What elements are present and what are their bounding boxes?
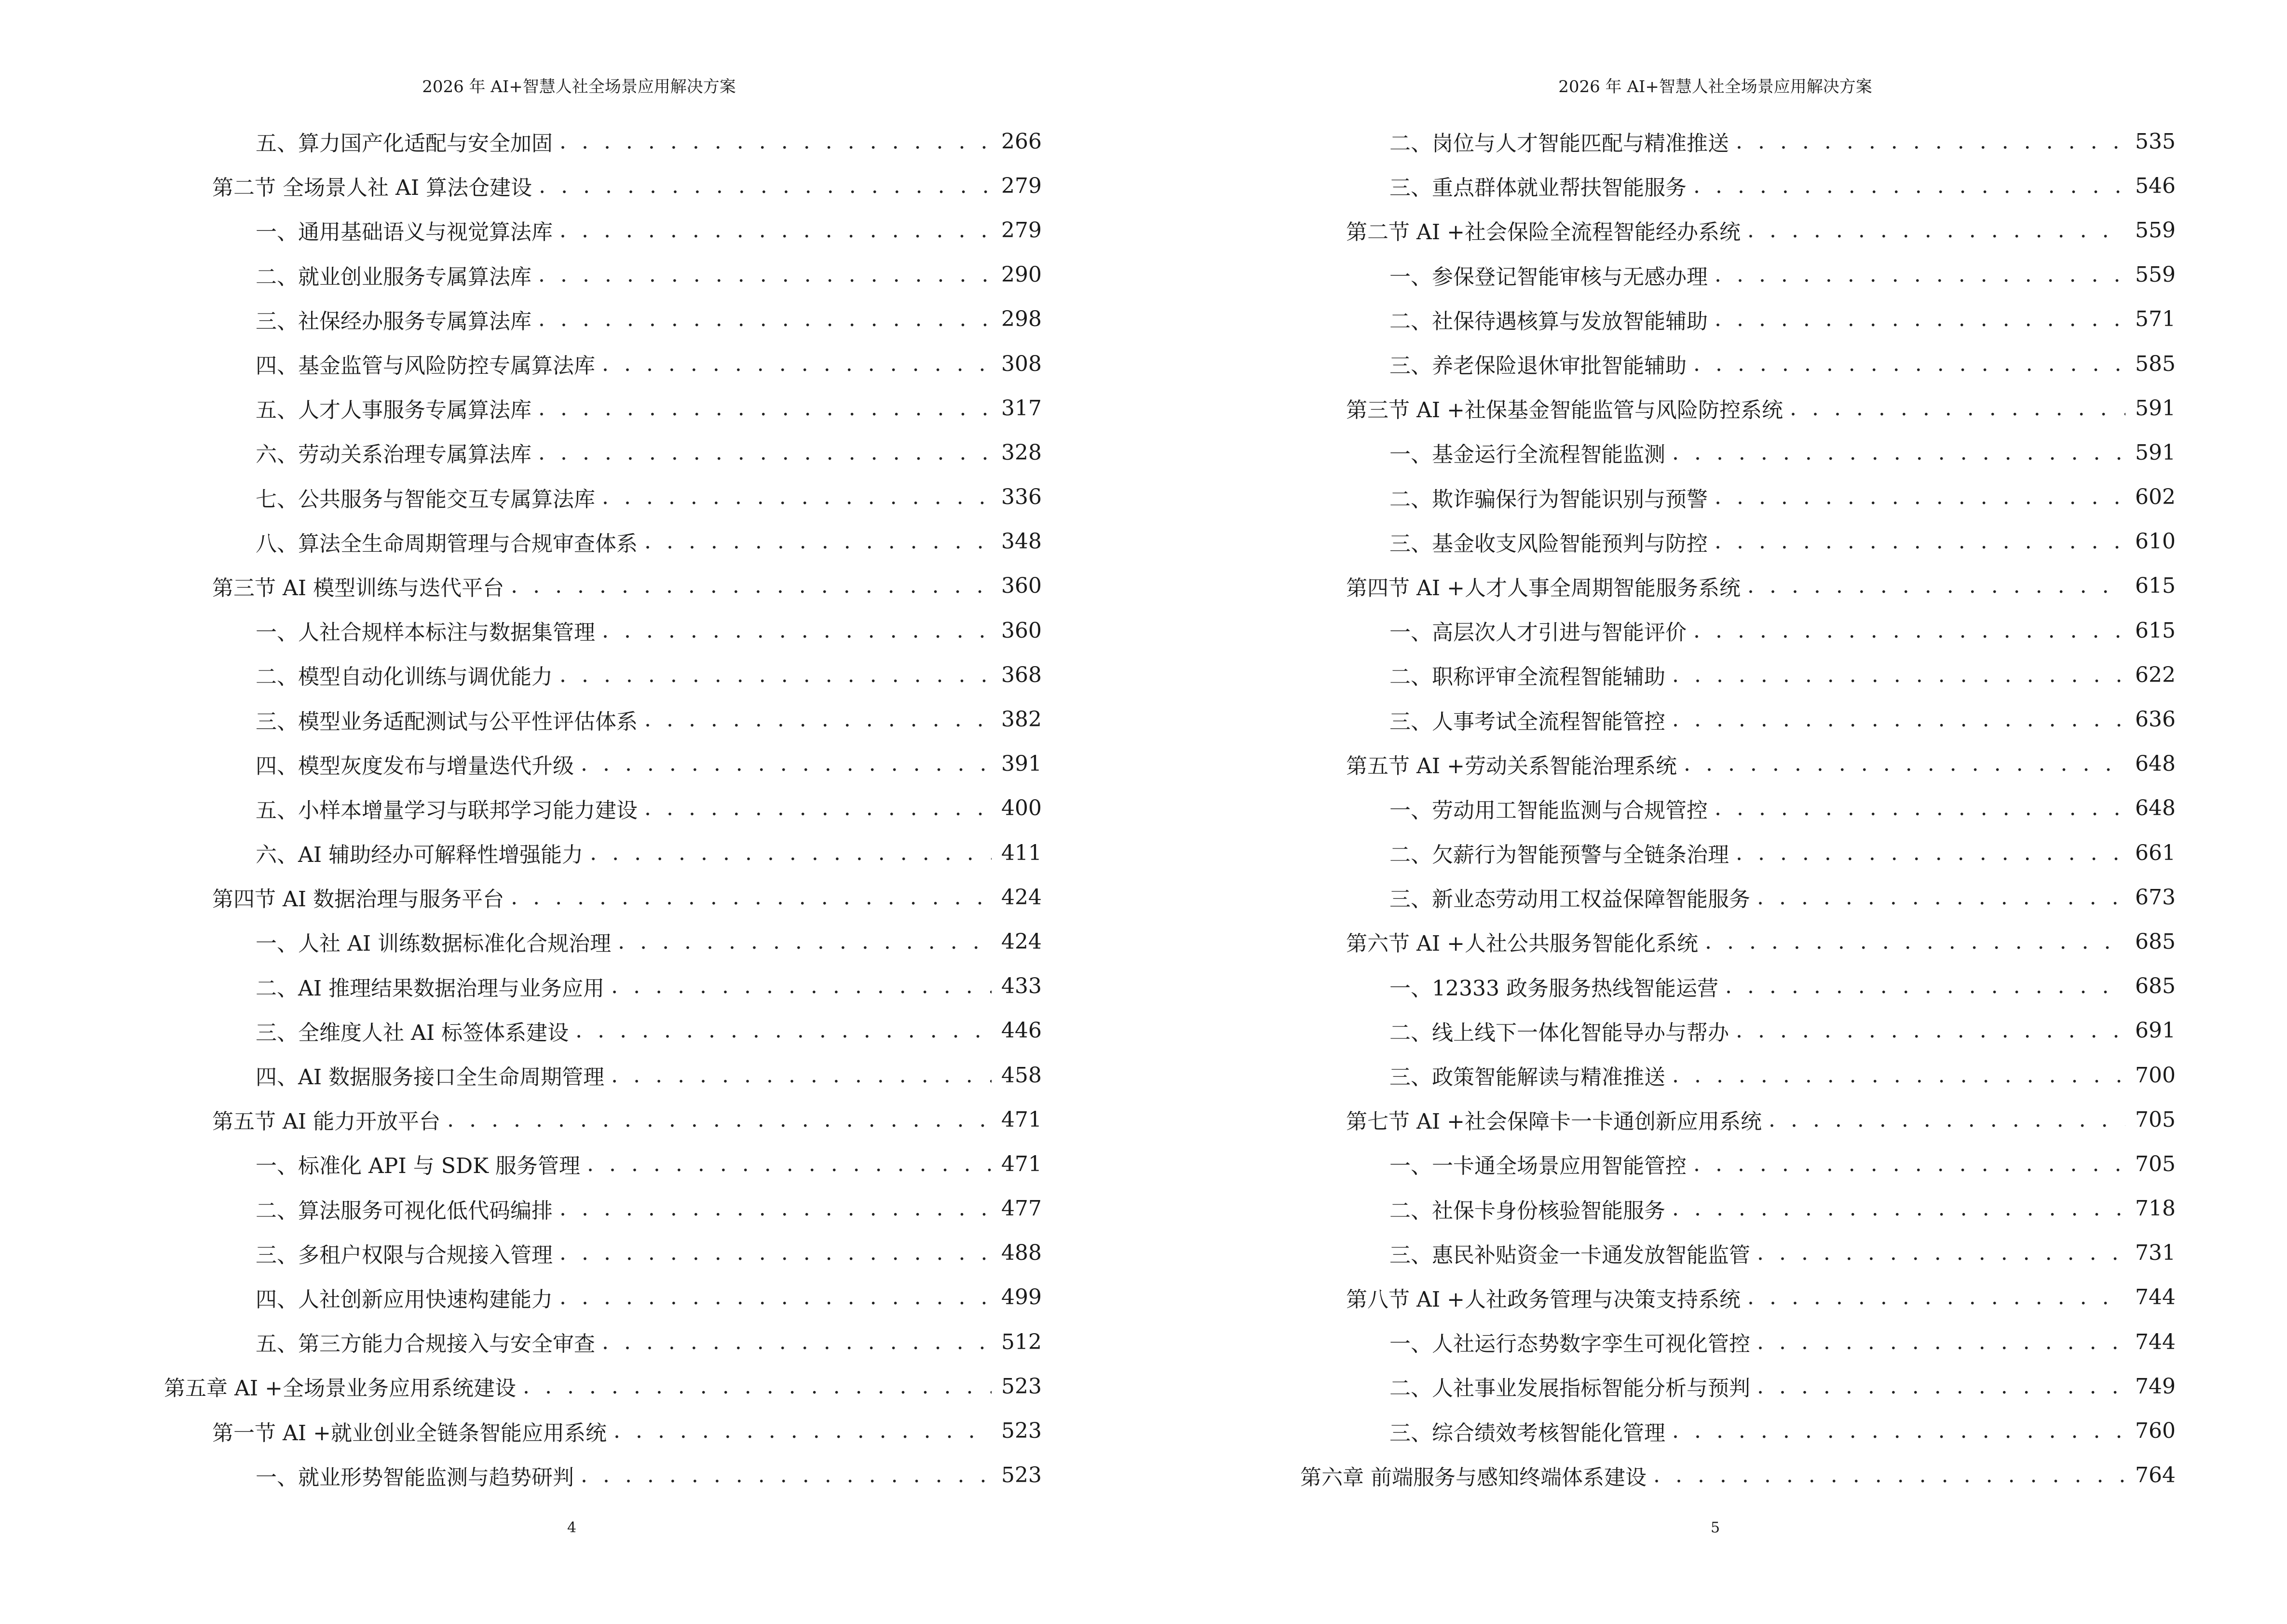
toc-entry-page: 591 [2135, 440, 2176, 465]
toc-entry-title: 一、人社运行态势数字孪生可视化管控 [1389, 1332, 1750, 1357]
toc-entry-title: 第六章 前端服务与感知终端体系建设 [1300, 1465, 1647, 1490]
dot-leader [1693, 1152, 2125, 1176]
toc-entry-item[interactable] [0, 919, 1042, 964]
toc-entry-title: 五、小样本增量学习与联邦学习能力建设 [256, 798, 638, 823]
toc-entry-item[interactable] [0, 1009, 1042, 1053]
toc-entry-item[interactable] [1144, 875, 2176, 919]
toc-entry-item[interactable] [1144, 253, 2176, 297]
toc-entry-title: 一、12333 政务服务热线智能运营 [1389, 976, 1718, 1001]
toc-entry-section[interactable] [1144, 1275, 2176, 1320]
toc-entry-item[interactable] [1144, 1231, 2176, 1275]
toc-entry-page: 360 [1001, 618, 1042, 643]
toc-entry-item[interactable] [1144, 297, 2176, 341]
toc-entry-item[interactable] [1144, 786, 2176, 831]
toc-entry-item[interactable] [0, 119, 1042, 164]
toc-entry-item[interactable] [0, 386, 1042, 430]
toc-entry-section[interactable] [0, 875, 1042, 919]
toc-entry-page: 411 [1001, 840, 1042, 865]
toc-entry-page: 585 [2135, 351, 2176, 376]
toc-entry-item[interactable] [0, 1053, 1042, 1097]
page-header [0, 77, 1144, 96]
toc-entry-item[interactable] [1144, 1009, 2176, 1053]
dot-leader [1672, 707, 2125, 732]
dot-leader [1693, 174, 2125, 198]
toc-entry-item[interactable] [1144, 1053, 2176, 1097]
toc-entry-item[interactable] [0, 786, 1042, 831]
dot-leader [538, 307, 992, 331]
dot-leader [581, 751, 992, 776]
toc-entry-item[interactable] [0, 208, 1042, 252]
dot-leader [1747, 1285, 2125, 1310]
toc-entry-page: 685 [2135, 929, 2176, 954]
dot-leader [1653, 1463, 2125, 1488]
toc-entry-title: 六、劳动关系治理专属算法库 [256, 442, 531, 467]
toc-entry-page: 266 [1001, 129, 1042, 154]
toc-entry-page: 559 [2135, 262, 2176, 287]
toc-entry-item[interactable] [1144, 1408, 2176, 1453]
dot-leader [618, 929, 992, 954]
toc-entry-title: 第五章 AI +全场景业务应用系统建设 [164, 1376, 516, 1401]
toc-entry-item[interactable] [0, 1275, 1042, 1320]
toc-entry-page: 279 [1001, 218, 1042, 243]
toc-entry-item[interactable] [1144, 164, 2176, 208]
toc-entry-title: 四、基金监管与风险防控专属算法库 [256, 354, 595, 379]
toc-entry-page: 559 [2135, 218, 2176, 243]
toc-entry-title: 一、参保登记智能审核与无感办理 [1389, 264, 1708, 289]
toc-entry-title: 二、AI 推理结果数据治理与业务应用 [256, 976, 605, 1001]
toc-entry-item[interactable] [0, 341, 1042, 386]
toc-entry-title: 七、公共服务与智能交互专属算法库 [256, 487, 595, 512]
dot-leader [1769, 1107, 2125, 1132]
toc-entry-page: 368 [1001, 662, 1042, 687]
toc-entry-page: 446 [1001, 1018, 1042, 1043]
dot-leader [611, 974, 992, 998]
dot-leader [611, 1063, 992, 1088]
dot-leader [538, 440, 992, 465]
toc-entry-item[interactable] [0, 1231, 1042, 1275]
table-of-contents [1144, 119, 2176, 1498]
toc-entry-title: 一、高层次人才引进与智能评价 [1389, 620, 1687, 645]
toc-entry-title: 第五节 AI +劳动关系智能治理系统 [1346, 753, 1677, 778]
dot-leader [539, 174, 992, 198]
toc-entry-item[interactable] [0, 964, 1042, 1009]
toc-entry-section[interactable] [0, 1408, 1042, 1453]
toc-entry-page: 673 [2135, 885, 2176, 910]
toc-entry-item[interactable] [0, 697, 1042, 741]
toc-entry-item[interactable] [0, 1187, 1042, 1231]
dot-leader [1672, 663, 2125, 687]
toc-entry-title: 二、模型自动化训练与调优能力 [256, 665, 553, 690]
toc-entry-item[interactable] [1144, 1187, 2176, 1231]
toc-entry-page: 764 [2135, 1463, 2176, 1488]
header-title: 2026 年 AI+智慧人社全场景应用解决方案 [422, 77, 736, 96]
toc-entry-item[interactable] [0, 1142, 1042, 1186]
toc-entry-title: 二、线上线下一体化智能导办与帮办 [1389, 1020, 1729, 1045]
toc-entry-title: 三、模型业务适配测试与公平性评估体系 [256, 709, 638, 734]
toc-entry-title: 三、重点群体就业帮扶智能服务 [1389, 176, 1687, 201]
toc-entry-title: 第三节 AI 模型训练与迭代平台 [212, 575, 504, 600]
dot-leader [1672, 1196, 2125, 1221]
toc-entry-section[interactable] [1144, 742, 2176, 786]
dot-leader [1672, 1419, 2125, 1443]
toc-entry-title: 二、欠薪行为智能预警与全链条治理 [1389, 843, 1729, 868]
toc-entry-item[interactable] [1144, 1320, 2176, 1364]
toc-entry-title: 三、惠民补贴资金一卡通发放智能监管 [1389, 1242, 1750, 1268]
toc-entry-item[interactable] [1144, 964, 2176, 1009]
toc-entry-section[interactable] [1144, 208, 2176, 252]
toc-entry-page: 523 [1001, 1419, 1042, 1444]
dot-leader [1736, 1018, 2125, 1043]
dot-leader [575, 1018, 992, 1043]
toc-entry-title: 三、社保经办服务专属算法库 [256, 309, 531, 334]
toc-entry-title: 三、新业态劳动用工权益保障智能服务 [1389, 887, 1750, 912]
toc-entry-item[interactable] [1144, 697, 2176, 741]
dot-leader [581, 1463, 992, 1488]
toc-entry-page: 400 [1001, 796, 1042, 821]
toc-entry-page: 348 [1001, 529, 1042, 554]
toc-entry-page: 760 [2135, 1419, 2176, 1444]
toc-entry-item[interactable] [1144, 1142, 2176, 1186]
toc-entry-item[interactable] [1144, 519, 2176, 564]
toc-entry-page: 622 [2135, 662, 2176, 687]
page-number: 5 [1710, 1519, 1720, 1536]
dot-leader [602, 485, 992, 509]
toc-entry-title: 三、养老保险退休审批智能辅助 [1389, 354, 1687, 379]
toc-entry-page: 512 [1001, 1329, 1042, 1354]
toc-entry-item[interactable] [1144, 1364, 2176, 1408]
dot-leader [1757, 1330, 2125, 1354]
dot-leader [644, 529, 992, 554]
toc-entry-title: 六、AI 辅助经办可解释性增强能力 [256, 843, 584, 868]
dot-leader [1757, 1374, 2125, 1399]
toc-entry-title: 第一节 AI +就业创业全链条智能应用系统 [212, 1420, 607, 1446]
toc-entry-item[interactable] [1144, 341, 2176, 386]
toc-entry-item[interactable] [1144, 608, 2176, 653]
toc-entry-page: 477 [1001, 1196, 1042, 1221]
toc-entry-page: 636 [2135, 707, 2176, 732]
toc-entry-title: 第五节 AI 能力开放平台 [212, 1109, 441, 1134]
toc-entry-page: 317 [1001, 396, 1042, 421]
toc-entry-title: 一、基金运行全流程智能监测 [1389, 442, 1665, 467]
toc-entry-page: 391 [1001, 751, 1042, 777]
dot-leader [1736, 841, 2125, 865]
toc-entry-title: 一、一卡通全场景应用智能管控 [1389, 1154, 1687, 1179]
toc-entry-page: 615 [2135, 573, 2176, 599]
toc-entry-item[interactable] [1144, 653, 2176, 697]
toc-entry-section[interactable] [1144, 386, 2176, 430]
dot-leader [559, 218, 992, 243]
dot-leader [1747, 218, 2125, 243]
dot-leader [590, 841, 992, 865]
dot-leader [613, 1419, 992, 1443]
toc-entry-page: 424 [1001, 885, 1042, 910]
dot-leader [1757, 1241, 2125, 1265]
dot-leader [602, 352, 992, 376]
toc-entry-page: 731 [2135, 1241, 2176, 1266]
toc-entry-item[interactable] [1144, 831, 2176, 875]
dot-leader [1715, 796, 2125, 820]
toc-entry-title: 一、标准化 API 与 SDK 服务管理 [256, 1154, 580, 1179]
toc-entry-page: 648 [2135, 796, 2176, 821]
dot-leader [1725, 974, 2125, 998]
toc-entry-page: 382 [1001, 707, 1042, 732]
dot-leader [559, 129, 992, 154]
toc-entry-item[interactable] [0, 1320, 1042, 1364]
toc-entry-page: 336 [1001, 485, 1042, 510]
toc-entry-item[interactable] [1144, 430, 2176, 475]
dot-leader [1747, 573, 2125, 598]
dot-leader [602, 618, 992, 643]
toc-entry-title: 二、职称评审全流程智能辅助 [1389, 665, 1665, 690]
toc-entry-page: 744 [2135, 1329, 2176, 1354]
toc-entry-title: 三、多租户权限与合规接入管理 [256, 1242, 553, 1268]
toc-entry-title: 第七节 AI +社会保障卡一卡通创新应用系统 [1346, 1109, 1762, 1134]
dot-leader [523, 1374, 992, 1399]
toc-entry-page: 308 [1001, 351, 1042, 376]
toc-entry-page: 290 [1001, 262, 1042, 287]
toc-entry-item[interactable] [1144, 119, 2176, 164]
dot-leader [644, 796, 992, 820]
toc-entry-page: 661 [2135, 840, 2176, 865]
toc-entry-title: 三、综合绩效考核智能化管理 [1389, 1420, 1665, 1446]
toc-entry-chapter[interactable] [1144, 1453, 2176, 1498]
toc-entry-item[interactable] [1144, 475, 2176, 519]
toc-entry-title: 第二节 AI +社会保险全流程智能经办系统 [1346, 220, 1741, 245]
toc-entry-title: 第四节 AI 数据治理与服务平台 [212, 887, 504, 912]
toc-entry-title: 二、算法服务可视化低代码编排 [256, 1198, 553, 1223]
toc-entry-page: 488 [1001, 1241, 1042, 1266]
table-of-contents [0, 119, 1042, 1498]
toc-entry-page: 744 [2135, 1285, 2176, 1310]
toc-entry-title: 三、基金收支风险智能预判与防控 [1389, 531, 1708, 556]
toc-entry-item[interactable] [0, 297, 1042, 341]
dot-leader [511, 573, 992, 598]
toc-entry-page: 610 [2135, 529, 2176, 554]
dot-leader [447, 1107, 992, 1132]
dot-leader [644, 707, 992, 732]
toc-entry-title: 一、人社合规样本标注与数据集管理 [256, 620, 595, 645]
dot-leader [1672, 1063, 2125, 1088]
dot-leader [1736, 129, 2125, 154]
toc-entry-item[interactable] [0, 742, 1042, 786]
toc-entry-chapter[interactable] [0, 1364, 1042, 1408]
right-page [1144, 0, 2287, 1624]
dot-leader [1684, 751, 2125, 776]
toc-entry-item[interactable] [0, 253, 1042, 297]
toc-entry-title: 二、岗位与人才智能匹配与精准推送 [1389, 131, 1729, 156]
dot-leader [559, 1285, 992, 1310]
toc-entry-title: 二、人社事业发展指标智能分析与预判 [1389, 1376, 1750, 1401]
toc-entry-page: 700 [2135, 1063, 2176, 1088]
toc-entry-page: 499 [1001, 1285, 1042, 1310]
toc-entry-title: 一、就业形势智能监测与趋势研判 [256, 1465, 574, 1490]
dot-leader [559, 663, 992, 687]
toc-entry-page: 749 [2135, 1374, 2176, 1399]
dot-leader [1715, 529, 2125, 554]
dot-leader [1757, 885, 2125, 910]
toc-entry-title: 第八节 AI +人社政务管理与决策支持系统 [1346, 1287, 1741, 1312]
toc-entry-page: 328 [1001, 440, 1042, 465]
toc-entry-title: 二、社保待遇核算与发放智能辅助 [1389, 309, 1708, 334]
toc-entry-title: 二、欺诈骗保行为智能识别与预警 [1389, 487, 1708, 512]
toc-entry-item[interactable] [0, 608, 1042, 653]
toc-entry-section[interactable] [1144, 1097, 2176, 1142]
toc-entry-page: 648 [2135, 751, 2176, 777]
toc-entry-page: 705 [2135, 1151, 2176, 1176]
toc-entry-section[interactable] [0, 564, 1042, 608]
toc-entry-title: 三、政策智能解读与精准推送 [1389, 1065, 1665, 1090]
toc-entry-item[interactable] [0, 1453, 1042, 1498]
toc-entry-item[interactable] [0, 519, 1042, 564]
toc-entry-title: 四、人社创新应用快速构建能力 [256, 1287, 553, 1312]
toc-entry-page: 685 [2135, 974, 2176, 999]
toc-entry-page: 535 [2135, 129, 2176, 154]
toc-entry-title: 一、人社 AI 训练数据标准化合规治理 [256, 931, 612, 956]
toc-entry-title: 八、算法全生命周期管理与合规审查体系 [256, 531, 638, 556]
toc-entry-item[interactable] [0, 475, 1042, 519]
toc-entry-page: 298 [1001, 307, 1042, 332]
toc-entry-title: 五、人才人事服务专属算法库 [256, 398, 531, 423]
dot-leader [587, 1152, 992, 1176]
dot-leader [1705, 929, 2125, 954]
toc-entry-page: 458 [1001, 1063, 1042, 1088]
dot-leader [559, 1196, 992, 1221]
toc-entry-title: 二、就业创业服务专属算法库 [256, 264, 531, 289]
dot-leader [1693, 352, 2125, 376]
dot-leader [1790, 396, 2125, 421]
toc-entry-title: 第六节 AI +人社公共服务智能化系统 [1346, 931, 1698, 956]
toc-entry-page: 433 [1001, 974, 1042, 999]
dot-leader [1715, 485, 2125, 509]
toc-entry-title: 一、劳动用工智能监测与合规管控 [1389, 798, 1708, 823]
dot-leader [1715, 307, 2125, 331]
toc-entry-title: 五、算力国产化适配与安全加固 [256, 131, 553, 156]
dot-leader [538, 396, 992, 421]
toc-entry-title: 四、模型灰度发布与增量迭代升级 [256, 753, 574, 778]
toc-entry-page: 691 [2135, 1018, 2176, 1043]
toc-entry-page: 571 [2135, 307, 2176, 332]
toc-entry-title: 四、AI 数据服务接口全生命周期管理 [256, 1065, 605, 1090]
dot-leader [1715, 262, 2125, 287]
dot-leader [1693, 618, 2125, 643]
toc-entry-section[interactable] [0, 164, 1042, 208]
toc-entry-page: 471 [1001, 1107, 1042, 1132]
dot-leader [538, 262, 992, 287]
toc-entry-page: 602 [2135, 485, 2176, 510]
toc-entry-section[interactable] [0, 1097, 1042, 1142]
toc-entry-title: 第三节 AI +社保基金智能监管与风险防控系统 [1346, 398, 1783, 423]
toc-entry-title: 三、人事考试全流程智能管控 [1389, 709, 1665, 734]
page-number: 4 [567, 1519, 577, 1536]
toc-entry-page: 471 [1001, 1151, 1042, 1176]
dot-leader [602, 1330, 992, 1354]
toc-entry-page: 424 [1001, 929, 1042, 954]
toc-entry-page: 615 [2135, 618, 2176, 643]
toc-entry-section[interactable] [1144, 919, 2176, 964]
toc-entry-page: 546 [2135, 173, 2176, 198]
toc-entry-title: 二、社保卡身份核验智能服务 [1389, 1198, 1665, 1223]
toc-entry-page: 718 [2135, 1196, 2176, 1221]
toc-entry-page: 591 [2135, 396, 2176, 421]
toc-entry-item[interactable] [0, 831, 1042, 875]
toc-entry-title: 一、通用基础语义与视觉算法库 [256, 220, 553, 245]
toc-entry-page: 360 [1001, 573, 1042, 599]
toc-entry-title: 三、全维度人社 AI 标签体系建设 [256, 1020, 569, 1045]
toc-entry-page: 279 [1001, 173, 1042, 198]
dot-leader [1672, 440, 2125, 465]
toc-entry-item[interactable] [0, 430, 1042, 475]
dot-leader [511, 885, 992, 910]
header-title: 2026 年 AI+智慧人社全场景应用解决方案 [1558, 77, 1872, 96]
toc-entry-page: 705 [2135, 1107, 2176, 1132]
toc-entry-section[interactable] [1144, 564, 2176, 608]
dot-leader [559, 1241, 992, 1265]
toc-entry-item[interactable] [0, 653, 1042, 697]
toc-entry-title: 第二节 全场景人社 AI 算法仓建设 [212, 176, 532, 201]
page-header [1144, 77, 2287, 96]
toc-entry-page: 523 [1001, 1463, 1042, 1488]
toc-entry-title: 第四节 AI +人才人事全周期智能服务系统 [1346, 575, 1741, 600]
toc-entry-title: 五、第三方能力合规接入与安全审查 [256, 1332, 595, 1357]
toc-entry-page: 523 [1001, 1374, 1042, 1399]
